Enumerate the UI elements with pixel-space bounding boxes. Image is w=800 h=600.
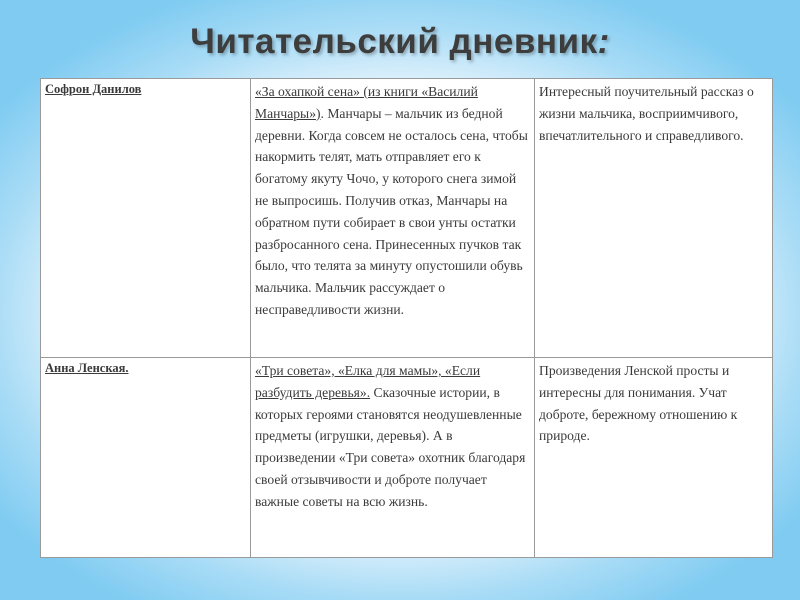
slide-title bbox=[0, 22, 800, 62]
work-cell bbox=[251, 79, 535, 358]
slide-title-text: Читательский дневник bbox=[190, 22, 598, 61]
table-row bbox=[41, 358, 773, 558]
work-cell bbox=[251, 358, 535, 558]
work-summary: . Манчары – мальчик из бедной деревни. Когда совсем не осталось сена, чтобы накормить телят, мать отправляет его к богатому якуту Чочо, у которого снега зимой не выпросишь. Получив отказ, Манчары на обратном пути собирает в свои унты остатки разбросанного сена. Принесенных пучков так было, что телята за минуту опустошили обувь мальчика. Мальчик рассуждает о несправедливости жизни. bbox=[255, 105, 528, 317]
slide-title-colon: : bbox=[597, 22, 610, 61]
opinion-cell: Произведения Ленской просты и интересны для понимания. Учат доброте, бережному отношению к природе. bbox=[535, 358, 773, 558]
work-summary: Сказочные истории, в которых героями становятся неодушевленные предметы (игрушки, деревья). А в произведении «Три совета» охотник благодаря своей отзывчивости и доброте получает важные советы на всю жизнь. bbox=[255, 384, 526, 509]
opinion-cell: Интересный поучительный рассказ о жизни мальчика, восприимчивого, впечатлительного и справедливого. bbox=[535, 79, 773, 358]
reading-diary-table bbox=[40, 78, 773, 558]
work-titles: «За охапкой сена» (из книги «Василий Манчары») bbox=[255, 84, 478, 121]
work-titles: «Три совета», «Елка для мамы», «Если разбудить деревья». bbox=[255, 363, 481, 400]
author-cell: Анна Ленская. bbox=[41, 358, 251, 558]
table-row bbox=[41, 79, 773, 358]
author-cell: Софрон Данилов bbox=[41, 79, 251, 358]
